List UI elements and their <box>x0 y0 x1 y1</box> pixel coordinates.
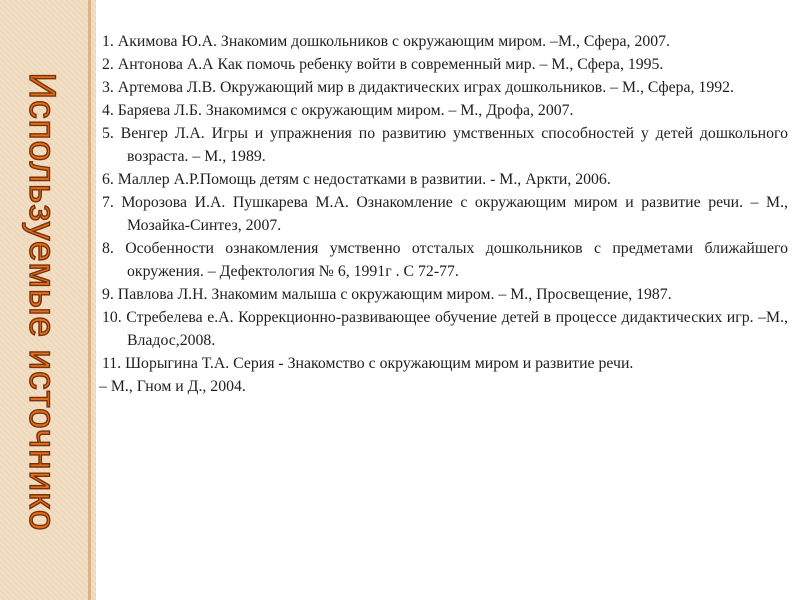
reference-item: 3. Артемова Л.В. Окружающий мир в дидактических играх дошкольников. – М., Сфера, 1992. <box>102 79 734 96</box>
sidebar-divider <box>88 0 91 600</box>
sidebar-panel <box>0 0 96 600</box>
reference-item: 6. Маллер А.Р.Помощь детям с недостатками в развитии. - М., Аркти, 2006. <box>102 171 611 188</box>
reference-item-continuation: – М., Гном и Д., 2004. <box>99 378 246 395</box>
reference-item: 7. Морозова И.А. Пушкарева М.А. Ознакомление с окружающим миром и развитие речи. – М., Мозайка-Синтез, 2007. <box>102 194 788 234</box>
reference-item: 11. Шорыгина Т.А. Серия - Знакомство с окружающим миром и развитие речи. <box>102 355 634 372</box>
reference-item: 9. Павлова Л.Н. Знакомим малыша с окружающим миром. – М., Просвещение, 1987. <box>102 286 672 303</box>
references-list <box>99 30 788 398</box>
reference-item: 8. Особенности ознакомления умственно отсталых дошкольников с предметами ближайшего окружения. – Дефектология № 6, 1991г . С 72-77. <box>102 240 788 280</box>
reference-item: 10. Стребелева е.А. Коррекционно-развивающее обучение детей в процессе дидактических игр. –М., Владос,2008. <box>102 309 788 349</box>
reference-item: 5. Венгер Л.А. Игры и упражнения по развитию умственных способностей у детей дошкольного возраста. – М., 1989. <box>102 125 788 165</box>
vertical-title: Используемые источнико <box>22 72 63 532</box>
reference-item: 1. Акимова Ю.А. Знакомим дошкольников с окружающим миром. –М., Сфера, 2007. <box>102 33 670 50</box>
reference-item: 4. Баряева Л.Б. Знакомимся с окружающим миром. – М., Дрофа, 2007. <box>102 102 574 119</box>
reference-item: 2. Антонова А.А Как помочь ребенку войти в современный мир. – М., Сфера, 1995. <box>102 56 664 73</box>
